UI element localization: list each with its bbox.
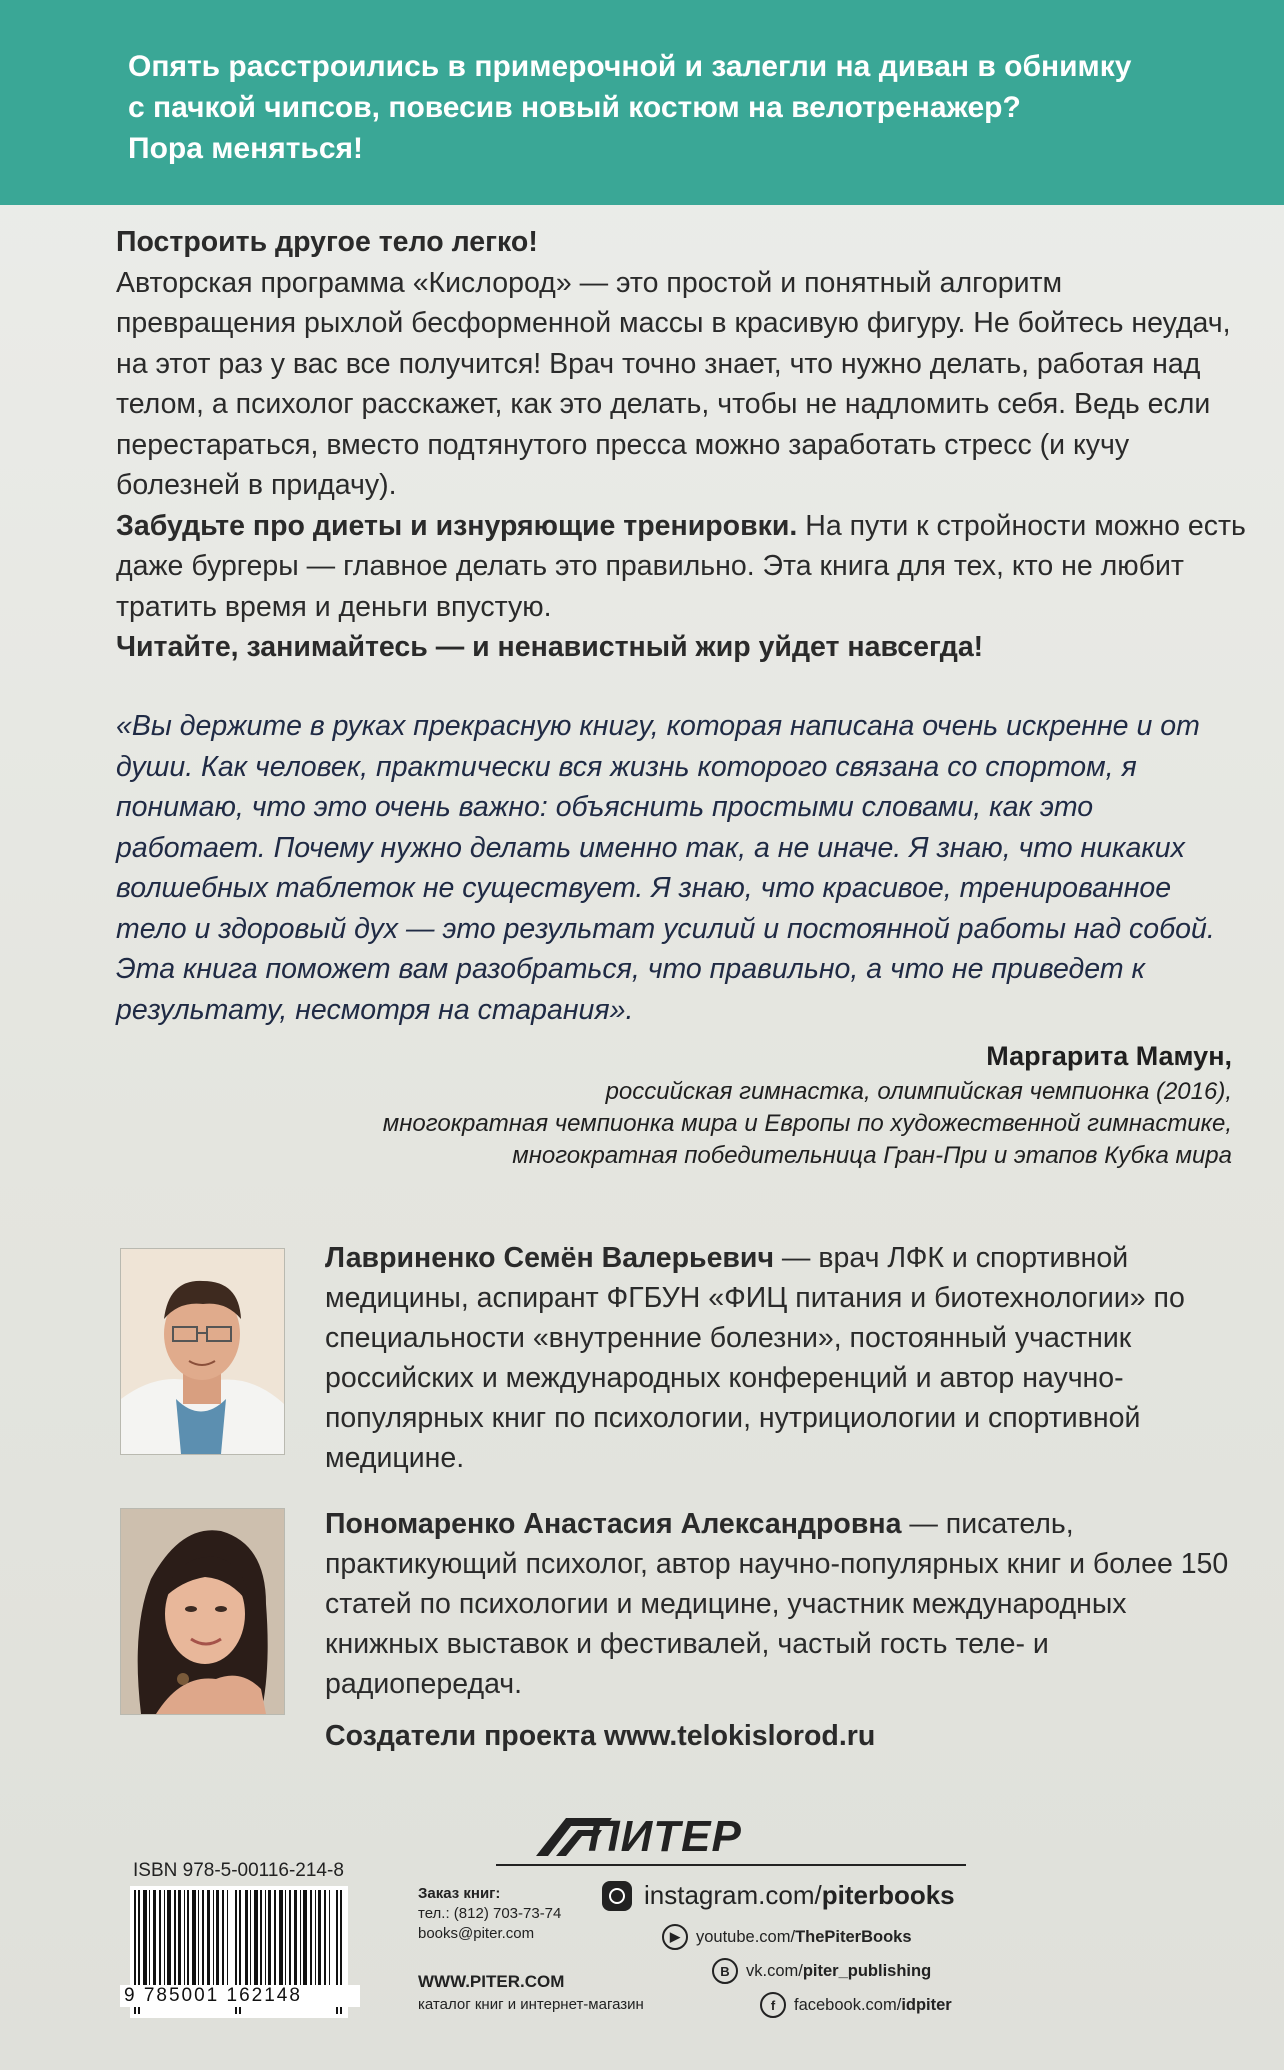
vk-handle: piter_publishing <box>802 1961 932 1980</box>
author-text-2: — писатель, практикующий психолог, автор научно-популярных книг и более 150 статей по психологии и медицине, участник международных книжных выставок и фестивалей, частый гость теле- и радиопередач. <box>325 1508 1229 1700</box>
youtube-link <box>662 1924 912 1950</box>
vk-link <box>712 1958 931 1984</box>
youtube-prefix: youtube.com/ <box>696 1927 796 1946</box>
instagram-icon <box>602 1881 632 1911</box>
intro-paragraph-1: Авторская программа «Кислород» — это простой и понятный алгоритм превращения рыхлой бесформенной массы в красивую фигуру. Не бойтесь неудач, на этот раз у вас все получится! Врач точно знает, что нужно делать, работая над телом, а психолог расскажет, как это делать, чтобы не надломить себя. Ведь если перестараться, вместо подтянутого пресса можно заработать стресс (и кучу болезней в придачу). <box>116 266 1231 501</box>
order-info <box>418 1884 561 1944</box>
author-bio-1 <box>325 1238 1245 1478</box>
quote-signature <box>383 1040 1232 1172</box>
publisher-logo <box>496 1812 966 1872</box>
publisher-site: WWW.PITER.COM <box>418 1972 565 1991</box>
instagram-prefix: instagram.com/ <box>644 1880 822 1910</box>
intro-closing: Читайте, занимайтесь — и ненавистный жир уйдет навсегда! <box>116 631 984 663</box>
banner-line-2: с пачкой чипсов, повесив новый костюм на велотренажер? <box>128 91 1021 124</box>
facebook-prefix: facebook.com/ <box>794 1995 902 2014</box>
quote-credit-1: российская гимнастка, олимпийская чемпионка (2016), <box>605 1078 1232 1105</box>
description <box>116 222 1246 668</box>
banner-line-1: Опять расстроились в примерочной и залегли на диван в обнимку <box>128 50 1132 83</box>
author-name-1: Лавриненко Семён Валерьевич <box>325 1242 775 1274</box>
instagram-handle: piterbooks <box>821 1880 955 1910</box>
vk-prefix: vk.com/ <box>746 1961 803 1980</box>
isbn-number: ISBN 978-5-00116-214-8 <box>133 1860 344 1881</box>
facebook-handle: idpiter <box>901 1995 952 2014</box>
quote-author: Маргарита Мамун, <box>986 1041 1232 1071</box>
quote-credit-3: многократная победительница Гран-При и этапов Кубка мира <box>512 1142 1232 1169</box>
order-phone: тел.: (812) 703-73-74 <box>418 1905 562 1922</box>
publisher-site-caption: каталог книг и интернет-магазин <box>418 1996 644 2013</box>
order-email: books@piter.com <box>418 1925 535 1942</box>
facebook-icon: f <box>760 1992 786 2018</box>
facebook-link <box>760 1992 952 2018</box>
project-creators: Создатели проекта www.telokislorod.ru <box>325 1720 876 1752</box>
banner-text <box>128 46 1248 169</box>
intro-paragraph-2 <box>116 506 1246 628</box>
author-photo-female <box>120 1508 285 1715</box>
intro-paragraph-2-text: На пути к стройности можно есть даже бургеры — главное делать это правильно. Эта книга для тех, кто не любит тратить время и деньги впустую. <box>116 509 1246 623</box>
author-photo-male <box>120 1248 285 1455</box>
banner-line-3: Пора меняться! <box>128 132 364 165</box>
vk-icon: B <box>712 1958 738 1984</box>
author-text-1: — врач ЛФК и спортивной медицины, аспирант ФГБУН «ФИЦ питания и биотехнологии» по специальности «внутренние болезни», постоянный участник российских и международных конференций и автор научно-популярных книг по психологии, нутрициологии и спортивной медицине. <box>325 1242 1185 1474</box>
youtube-handle: ThePiterBooks <box>795 1927 912 1946</box>
instagram-link <box>602 1880 955 1911</box>
logo-text: ПИТЕР <box>588 1812 742 1861</box>
intro-bold-lead: Забудьте про диеты и изнуряющие тренировки. <box>116 509 798 542</box>
youtube-icon: ▶ <box>662 1924 688 1950</box>
teal-banner <box>0 0 1284 205</box>
quote-credit-2: многократная чемпионка мира и Европы по художественной гимнастике, <box>382 1110 1232 1137</box>
author-bio-2 <box>325 1504 1245 1704</box>
order-title: Заказ книг: <box>418 1885 501 1902</box>
intro-heading: Построить другое тело легко! <box>116 226 538 258</box>
testimonial-quote: «Вы держите в руках прекрасную книгу, которая написана очень искренне и от души. Как человек, практически вся жизнь которого связана со спортом, я понимаю, что это очень важно: объяснить простыми словами, как это работает. Почему нужно делать именно так, а не иначе. Я знаю, что никаких волшебных таблеток не существует. Я знаю, что красивое, тренированное тело и здоровый дух — это результат усилий и постоянной работы над собой. Эта книга поможет вам разобраться, что правильно, а что не приведет к результату, несмотря на старания». <box>116 710 1215 1026</box>
logo-underline <box>496 1864 966 1866</box>
barcode-digits: 9 785001 162148 <box>120 1985 360 2007</box>
author-name-2: Пономаренко Анастасия Александровна <box>325 1508 902 1540</box>
